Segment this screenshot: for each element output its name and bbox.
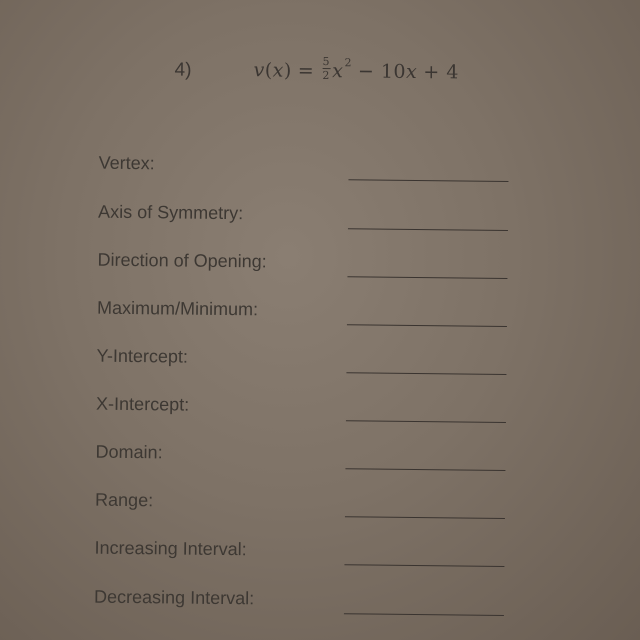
field-label: Range: xyxy=(95,489,154,511)
fraction-numerator: 5 xyxy=(322,55,331,69)
field-axis-of-symmetry xyxy=(98,199,518,233)
field-label: Vertex: xyxy=(98,152,155,174)
field-domain xyxy=(95,439,515,473)
equals-sign: = xyxy=(297,59,315,82)
answer-line[interactable] xyxy=(347,276,507,279)
answer-line[interactable] xyxy=(345,468,505,471)
linear-variable: x xyxy=(405,60,418,83)
quadratic-variable: x xyxy=(332,59,344,82)
field-x-intercept xyxy=(96,391,516,425)
answer-line[interactable] xyxy=(348,228,508,231)
field-range xyxy=(95,487,515,521)
problem-number: 4) xyxy=(174,58,192,81)
field-label: Domain: xyxy=(95,441,163,463)
answer-line[interactable] xyxy=(344,613,504,616)
function-name: v xyxy=(253,58,265,81)
answer-line[interactable] xyxy=(346,420,506,423)
field-label: Axis of Symmetry: xyxy=(98,201,244,224)
field-vertex xyxy=(98,150,518,184)
open-paren: ( xyxy=(264,58,273,81)
fraction-denominator: 2 xyxy=(322,69,331,83)
field-decreasing-interval xyxy=(94,584,514,618)
field-y-intercept xyxy=(96,343,516,377)
field-label: Direction of Opening: xyxy=(97,249,267,272)
answer-line[interactable] xyxy=(344,564,504,567)
linear-coefficient: − 10 xyxy=(357,59,407,83)
answer-line[interactable] xyxy=(346,372,506,375)
field-label: X-Intercept: xyxy=(96,393,190,415)
field-increasing-interval xyxy=(94,535,514,569)
close-paren: ) xyxy=(283,59,292,82)
field-label: Decreasing Interval: xyxy=(93,586,255,609)
field-direction-of-opening xyxy=(97,247,517,281)
exponent: 2 xyxy=(344,56,353,70)
field-label: Increasing Interval: xyxy=(94,537,247,560)
answer-line[interactable] xyxy=(348,179,508,182)
function-variable: x xyxy=(272,58,285,82)
field-label: Maximum/Minimum: xyxy=(97,297,259,320)
field-label: Y-Intercept: xyxy=(96,345,189,367)
answer-line[interactable] xyxy=(345,516,505,519)
answer-line[interactable] xyxy=(347,324,507,327)
constant-term: + 4 xyxy=(423,60,459,83)
field-maximum-minimum xyxy=(97,295,517,329)
